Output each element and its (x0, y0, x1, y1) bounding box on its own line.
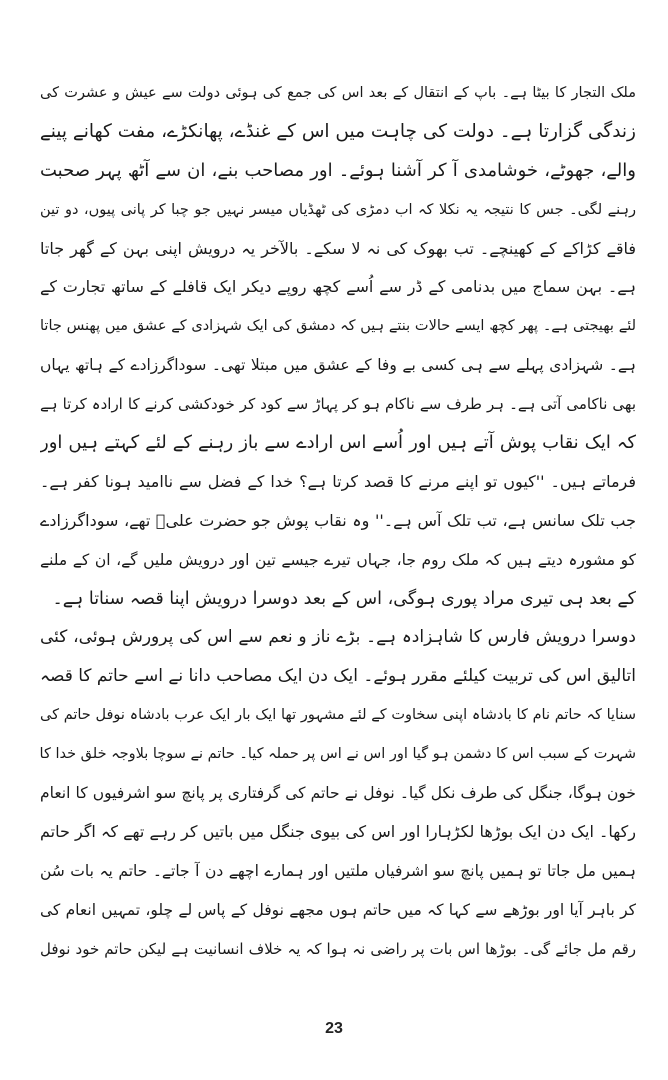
urdu-text-block (40, 74, 636, 968)
text-line: شہرت کے سبب اس کا دشمن ہو گیا اور اس نے اس پر حملہ کیا۔ حاتم نے سوچا بلاوجہ خلق خدا کا (40, 746, 636, 763)
text-line: لئے بھیجتی ہے۔ پھر کچھ ایسے حالات بنتے ہیں کہ دمشق کی ایک شہزادی کے عشق میں پھنس جاتا (40, 318, 636, 335)
text-line: ہے۔ شہزادی پہلے سے ہی کسی بے وفا کے عشق میں مبتلا تھی۔ سوداگرزادے کے ہاتھ یہاں (40, 356, 636, 375)
page-number: 23 (325, 1020, 343, 1037)
text-line: والے، جھوٹے، خوشامدی آ کر آشنا ہوئے۔ اور مصاحب بنے، ان سے آٹھ پہر صحبت (40, 159, 636, 181)
text-line: سنایا کہ حاتم نام کا بادشاہ اپنی سخاوت کے لئے مشہور تھا ایک بار ایک عرب بادشاہ نوفل حاتم کی (40, 707, 636, 724)
text-line: رقم مل جائے گی۔ بوڑھا اس بات پر راضی نہ ہوا کہ یہ خلاف انسانیت ہے لیکن حاتم خود نوفل (40, 939, 636, 958)
text-line: ہمیں مل جاتا تو ہمیں پانچ سو اشرفیاں ملتیں اور ہمارے اچھے دن آ جاتے۔ حاتم یہ بات سُن (40, 861, 636, 880)
text-line: رکھا۔ ایک دن ایک بوڑھا لکڑہارا اور اس کی بیوی جنگل میں باتیں کر رہے تھے کہ اگر حاتم (40, 821, 636, 841)
text-line: بھی ناکامی آتی ہے۔ ہر طرف سے ناکام ہو کر پہاڑ سے کود کر خودکشی کرنے کا ارادہ کرتا ہے (40, 395, 636, 414)
text-line: کہ ایک نقاب پوش آتے ہیں اور اُسے اس ارادے سے باز رہنے کے لئے کہتے ہیں اور (40, 432, 636, 454)
text-line: ہے۔ بہن سماج میں بدنامی کے ڈر سے اُسے کچھ روپے دیکر ایک قافلے کے ساتھ تجارت کے (40, 277, 636, 297)
text-line: جب تلک سانس ہے، تب تلک آس ہے۔'' وہ نقاب پوش جو حضرت علیؑ تھے، سوداگرزادے (40, 510, 636, 530)
text-line: فرماتے ہیں۔ ''کیوں تو اپنے مرنے کا قصد کرتا ہے؟ خدا کے فضل سے ناامید ہونا کفر ہے۔ (40, 471, 636, 491)
text-line: کر باہر آیا اور بوڑھے سے کہا کہ میں حاتم ہوں مجھے نوفل کے پاس لے چلو، تمہیں انعام کی (40, 900, 636, 919)
text-line: ملک التجار کا بیٹا ہے۔ باپ کے انتقال کے بعد اس کی جمع کی ہوئی دولت سے عیش و عشرت کی (40, 85, 636, 101)
text-line: رہنے لگی۔ جس کا نتیجہ یہ نکلا کہ اب دمڑی کی ٹھڈیاں میسر نہیں جو چبا کر پانی پیوں، دو تین (40, 201, 636, 218)
text-line: کو مشورہ دیتے ہیں کہ ملک روم جا، جہاں تیرے جیسے تین اور درویش ملیں گے، ان کے ملنے (40, 550, 636, 569)
text-line: اتالیق اس کی تربیت کیلئے مقرر ہوئے۔ ایک دن ایک مصاحب دانا نے اسے حاتم کا قصہ (40, 666, 636, 687)
text-line: فاقے کڑاکے کے کھینچے۔ تب بھوک کی نہ لا سکے۔ بالآخر یہ درویش اپنی بہن کے گھر جاتا (40, 238, 636, 258)
text-line: کے بعد ہی تیری مراد پوری ہوگی، اس کے بعد دوسرا درویش اپنا قصہ سناتا ہے۔ (52, 588, 636, 609)
text-line: خون ہوگا، جنگل کی طرف نکل گیا۔ نوفل نے حاتم کی گرفتاری پر پانچ سو اشرفیوں کا انعام (40, 784, 636, 803)
text-line: دوسرا درویش فارس کا شاہزادہ ہے۔ بڑے ناز و نعم سے اس کی پرورش ہوئی، کئی (40, 627, 636, 648)
text-line: زندگی گزارتا ہے۔ دولت کی چاہت میں اس کے غنڈے، پھانکڑے، مفت کھانے پینے (40, 120, 636, 142)
